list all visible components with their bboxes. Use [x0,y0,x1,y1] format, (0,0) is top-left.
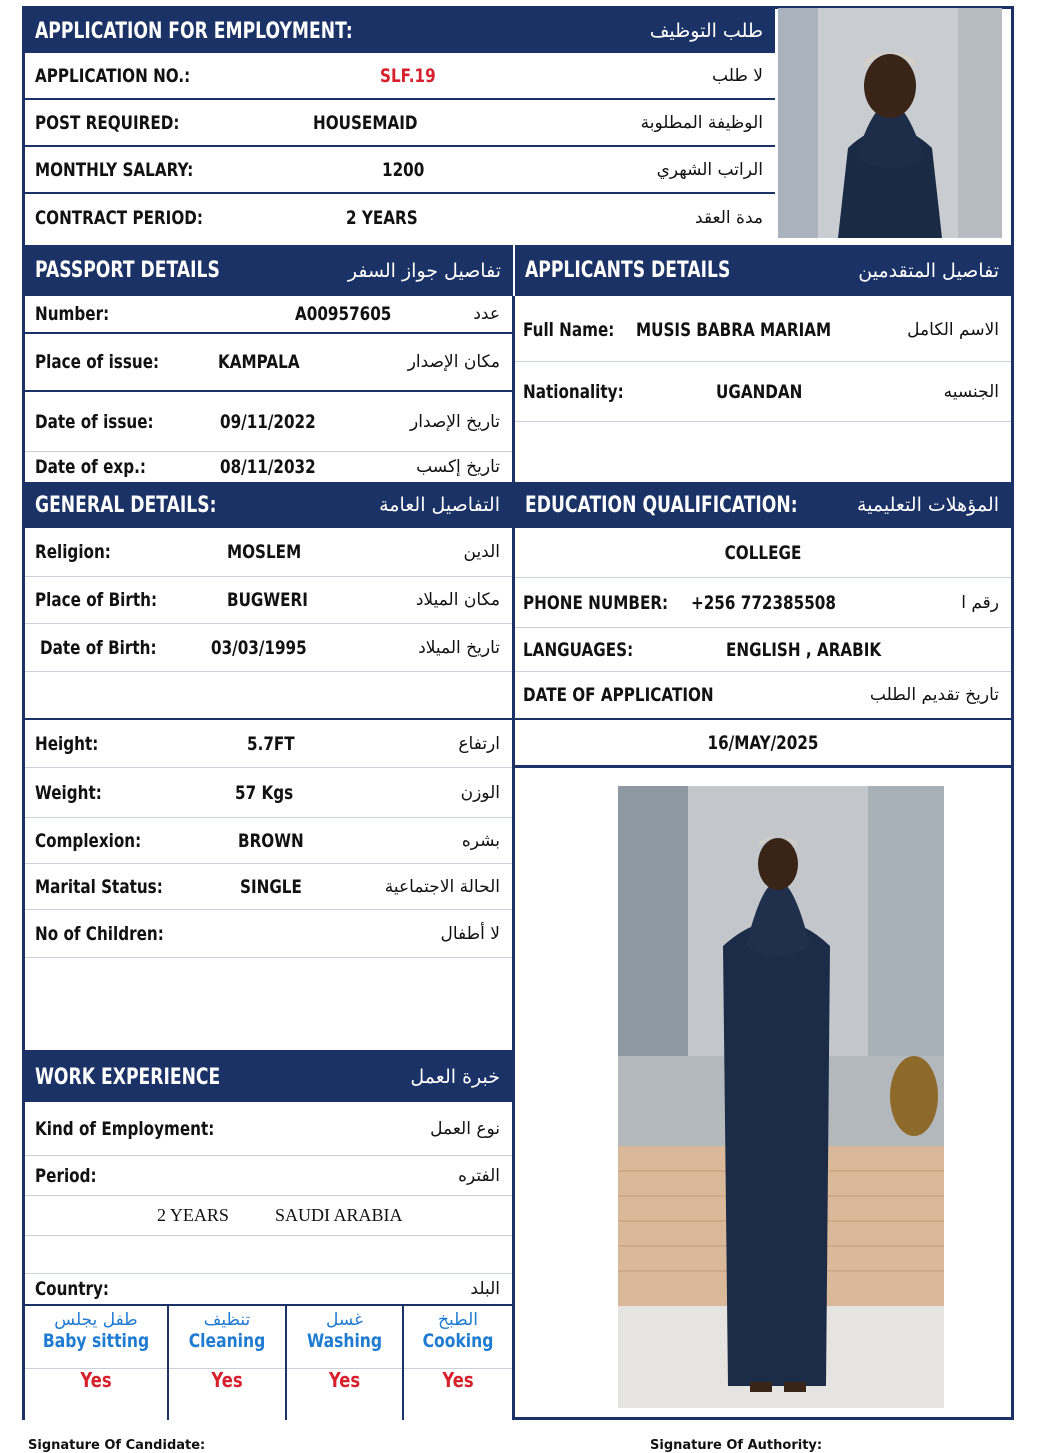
date-of-expiry-arabic: تاريخ إكسب [416,457,500,477]
monthly-salary-label: MONTHLY SALARY: [35,158,194,181]
contract-period-value: 2 YEARS [346,207,418,229]
passport-details-title: PASSPORT DETAILS [35,258,220,283]
post-required-row [25,100,775,147]
date-of-issue-value: 09/11/2022 [220,410,316,433]
passport-number-row [25,296,512,334]
children-row [25,910,512,958]
date-of-application-value-row [515,720,1011,768]
date-of-issue-row [25,392,512,452]
work-experience-title: WORK EXPERIENCE [35,1064,221,1090]
application-no-arabic: لا طلب [712,65,763,86]
date-of-issue-label: Date of issue: [35,410,154,433]
country-row [25,1274,512,1306]
contract-period-arabic: مدة العقد [695,208,763,228]
religion-row [25,528,512,577]
place-of-issue-arabic: مكان الإصدار [407,352,500,372]
place-of-issue-value: KAMPALA [218,351,300,373]
period-value: 2 YEARS [157,1205,229,1225]
form-title-arabic: طلب التوظيف [649,20,763,42]
application-no-row [25,53,775,100]
full-name-label: Full Name: [523,318,615,341]
applicant-details-header [513,245,1011,296]
children-arabic: لا أطفال [440,923,500,944]
place-of-issue-label: Place of issue: [35,351,160,373]
skill-baby-sitting-label: Baby sitting [42,1330,150,1352]
education-value: COLLEGE [724,541,802,564]
candidate-signature-label: Signature Of Candidate: [28,1438,206,1453]
post-required-arabic: الوظيفة المطلوبة [640,112,763,133]
form-header [25,9,775,53]
languages-row [515,628,1011,672]
date-of-issue-arabic: تاريخ الإصدار [410,411,500,432]
skill-cooking-value: Yes [442,1368,474,1392]
application-no-label: APPLICATION NO.: [35,64,191,87]
skill-cooking [404,1306,512,1392]
applicant-full-body-photo [618,786,944,1408]
country-value: SAUDI ARABIA [275,1205,403,1225]
work-blank-row [25,1236,512,1274]
date-of-birth-label: Date of Birth: [40,636,157,659]
general-spacer-row [25,958,512,1052]
skill-cleaning-label: Cleaning [188,1330,266,1352]
date-of-expiry-value: 08/11/2032 [220,456,316,478]
phone-label: PHONE NUMBER: [523,591,669,614]
skill-baby-sitting-value: Yes [80,1368,112,1392]
weight-label: Weight: [35,781,102,804]
skill-cleaning-value: Yes [211,1368,243,1392]
height-arabic: ارتفاع [458,733,500,754]
column-divider [512,296,515,1420]
country-arabic: البلد [470,1279,500,1299]
marital-status-value: SINGLE [240,875,302,898]
date-of-birth-arabic: تاريخ الميلاد [418,637,500,658]
skills-grid [25,1306,512,1420]
monthly-salary-value: 1200 [382,158,425,181]
marital-status-arabic: الحالة الاجتماعية [384,876,500,897]
monthly-salary-arabic: الراتب الشهري [656,159,763,180]
general-details-header [25,482,512,528]
education-title-arabic: المؤهلات التعليمية [856,494,999,516]
place-of-birth-row [25,577,512,624]
period-label: Period: [35,1164,97,1187]
nationality-arabic: الجنسيه [943,381,999,402]
applicant-details-title: APPLICANTS DETAILS [525,258,731,283]
general-details-title: GENERAL DETAILS: [35,492,217,518]
date-of-expiry-label: Date of exp.: [35,456,146,478]
kind-of-employment-arabic: نوع العمل [430,1118,500,1139]
full-name-row [515,298,1011,362]
skill-cooking-arabic: الطبخ [438,1310,478,1330]
work-experience-header [25,1052,512,1102]
date-of-expiry-row [25,452,512,482]
skill-cleaning [169,1306,285,1392]
date-of-application-label: DATE OF APPLICATION [523,684,714,706]
height-label: Height: [35,732,99,755]
religion-label: Religion: [35,541,111,563]
phone-value: +256 772385508 [691,591,836,614]
form-title: APPLICATION FOR EMPLOYMENT: [35,18,353,44]
nationality-row [515,362,1011,422]
skill-washing-arabic: غسل [326,1310,363,1330]
education-header [515,482,1011,528]
country-label: Country: [35,1278,109,1300]
languages-label: LANGUAGES: [523,638,634,661]
skill-baby-sitting-arabic: طفل يجلس [54,1310,138,1330]
applicant-details-title-arabic: تفاصيل المتقدمين [858,259,999,282]
contract-period-row [25,194,775,242]
kind-of-employment-row [25,1102,512,1156]
full-name-value: MUSIS BABRA MARIAM [636,318,832,341]
post-required-value: HOUSEMAID [313,111,418,134]
complexion-arabic: بشره [461,830,500,851]
application-no-value: SLF.19 [380,64,436,87]
passport-number-label: Number: [35,303,110,325]
religion-value: MOSLEM [227,541,302,563]
passport-number-arabic: عدد [473,304,500,324]
monthly-salary-row [25,147,775,194]
date-of-birth-value: 03/03/1995 [211,636,307,659]
kind-of-employment-label: Kind of Employment: [35,1117,215,1140]
place-of-birth-value: BUGWERI [227,589,308,611]
general-details-title-arabic: التفاصيل العامة [379,494,500,516]
date-of-application-arabic: تاريخ تقديم الطلب [869,685,999,705]
skill-baby-sitting [25,1306,167,1392]
education-value-row [515,528,1011,578]
skill-cooking-label: Cooking [422,1330,494,1352]
complexion-row [25,818,512,864]
general-blank-row [25,672,512,720]
phone-arabic: رقم ا [961,592,999,613]
education-title: EDUCATION QUALIFICATION: [525,492,798,518]
applicant-portrait-photo [778,8,1002,238]
marital-status-label: Marital Status: [35,875,163,898]
weight-value: 57 Kgs [235,781,294,804]
nationality-value: UGANDAN [716,380,803,403]
phone-row [515,578,1011,628]
period-arabic: الفتره [458,1165,500,1186]
complexion-value: BROWN [238,829,304,852]
passport-number-value: A00957605 [295,303,392,325]
period-row [25,1156,512,1196]
skill-washing-value: Yes [328,1368,361,1392]
post-required-label: POST REQUIRED: [35,111,180,134]
skill-cleaning-arabic: تنظيف [203,1310,251,1330]
marital-status-row [25,864,512,910]
full-name-arabic: الاسم الكامل [907,319,999,340]
period-value-row [25,1196,512,1236]
date-of-application-row [515,672,1011,720]
height-row [25,720,512,768]
children-label: No of Children: [35,922,164,945]
skill-washing [287,1306,402,1392]
authority-signature-label: Signature Of Authority: [650,1438,823,1453]
place-of-birth-label: Place of Birth: [35,589,158,611]
passport-details-header [25,245,513,296]
weight-row [25,768,512,818]
skill-washing-label: Washing [306,1330,383,1352]
contract-period-label: CONTRACT PERIOD: [35,207,203,229]
date-of-application-value: 16/MAY/2025 [707,731,819,754]
place-of-issue-row [25,334,512,392]
place-of-birth-arabic: مكان الميلاد [415,590,500,610]
nationality-label: Nationality: [523,380,624,403]
passport-details-title-arabic: تفاصيل جواز السفر [347,259,501,282]
complexion-label: Complexion: [35,829,142,852]
work-experience-title-arabic: خبرة العمل [410,1066,500,1088]
weight-arabic: الوزن [460,782,500,803]
height-value: 5.7FT [247,732,295,755]
religion-arabic: الدين [463,542,500,562]
date-of-birth-row [25,624,512,672]
languages-value: ENGLISH , ARABIK [726,638,882,661]
